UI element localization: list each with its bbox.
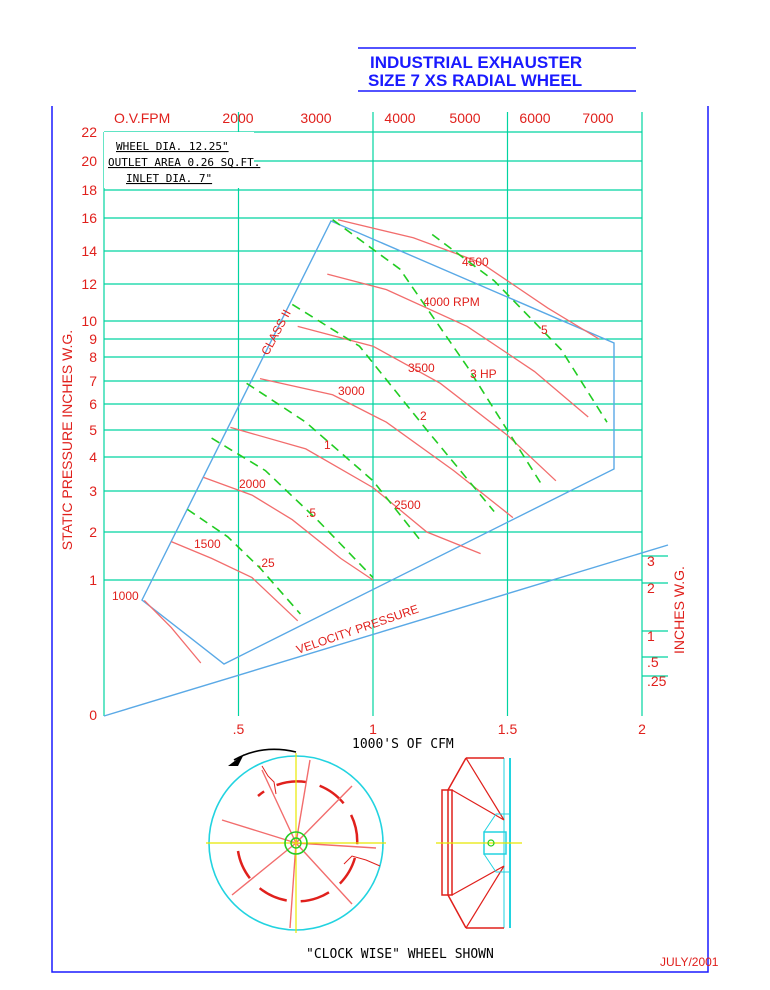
top-tick-label: 6000	[519, 110, 551, 126]
y-tick-label: 8	[89, 349, 97, 365]
hp-curve	[187, 509, 300, 614]
y-tick-label: 1	[89, 572, 97, 588]
hp-curve-label: 5	[541, 323, 548, 337]
x-tick-label: 2	[638, 721, 646, 737]
y-tick-label: 5	[89, 422, 97, 438]
hp-curve-label: 3 HP	[470, 367, 497, 381]
velocity-pressure-label: VELOCITY PRESSURE	[294, 601, 421, 657]
y-tick-label: 20	[81, 153, 97, 169]
y-tick-label: 18	[81, 182, 97, 198]
hp-curve-label: .25	[258, 556, 275, 570]
y-tick-label: 0	[89, 707, 97, 723]
chart-title-line1: INDUSTRIAL EXHAUSTER	[370, 53, 583, 72]
y-tick-label: 6	[89, 396, 97, 412]
x-tick-label: 1	[369, 721, 377, 737]
rpm-curve-label: 3500	[408, 361, 435, 375]
right-tick-label: 3	[647, 553, 655, 569]
top-tick-label: 7000	[582, 110, 614, 126]
right-tick-label: 1	[647, 628, 655, 644]
y-tick-label: 2	[89, 524, 97, 540]
y-axis-label: STATIC PRESSURE INCHES W.G.	[59, 329, 75, 551]
right-axis-ticks	[647, 553, 667, 689]
wheel-front-view	[206, 749, 386, 933]
spec-wheel-dia: WHEEL DIA. 12.25"	[116, 140, 229, 153]
right-axis-label: INCHES W.G.	[671, 566, 687, 654]
top-tick-label: 5000	[449, 110, 481, 126]
y-tick-label: 14	[81, 243, 97, 259]
top-tick-label: 4000	[384, 110, 416, 126]
hp-curve	[292, 304, 494, 511]
x-axis-ticks	[233, 721, 646, 737]
top-axis-label: O.V.FPM	[114, 110, 171, 126]
rpm-curve-label: 2500	[394, 498, 421, 512]
right-tick-label: .25	[647, 673, 667, 689]
date-label: JULY/2001	[660, 955, 719, 969]
right-tick-label: 2	[647, 580, 655, 596]
rpm-curve-label: 4500	[462, 255, 489, 269]
page-frame	[52, 106, 708, 972]
rpm-curve-label: 1500	[194, 537, 221, 551]
spec-outlet-area: OUTLET AREA 0.26 SQ.FT.	[108, 156, 261, 169]
rpm-curve	[171, 542, 297, 621]
velocity-pressure-line	[104, 545, 668, 716]
y-axis-ticks	[81, 124, 97, 723]
wheel-side-view	[436, 758, 522, 928]
rpm-curve-label: 4000 RPM	[423, 295, 480, 309]
rpm-curve-label: 1000	[112, 589, 139, 603]
hp-curve-label: .5	[306, 506, 317, 520]
y-tick-label: 3	[89, 483, 97, 499]
y-tick-label: 7	[89, 373, 97, 389]
wheel-caption: "CLOCK WISE" WHEEL SHOWN	[306, 947, 494, 962]
spec-inlet-dia: INLET DIA. 7"	[126, 172, 213, 185]
rpm-curve-label: 3000	[338, 384, 365, 398]
class-ii-label: CLASS II	[258, 307, 294, 358]
rpm-curve	[144, 600, 201, 663]
top-tick-label: 2000	[222, 110, 254, 126]
chart-title-line2: SIZE 7 XS RADIAL WHEEL	[368, 71, 583, 90]
top-tick-label: 3000	[300, 110, 332, 126]
y-tick-label: 4	[89, 449, 97, 465]
hp-curve-label: 1	[324, 438, 331, 452]
x-tick-label: 1.5	[497, 721, 518, 737]
y-tick-label: 9	[89, 331, 97, 347]
y-tick-label: 22	[81, 124, 97, 140]
right-tick-label: .5	[647, 654, 659, 670]
x-axis-label: 1000'S OF CFM	[352, 737, 454, 752]
hp-curve	[247, 383, 422, 541]
y-tick-label: 12	[81, 276, 97, 292]
y-tick-label: 10	[81, 313, 97, 329]
y-tick-label: 16	[81, 210, 97, 226]
hp-curve-label: 2	[420, 409, 427, 423]
x-tick-label: .5	[232, 721, 245, 737]
chart-curves	[104, 220, 668, 716]
hp-curve	[333, 220, 543, 486]
rpm-curve-label: 2000	[239, 477, 266, 491]
top-axis-ticks	[222, 110, 613, 126]
